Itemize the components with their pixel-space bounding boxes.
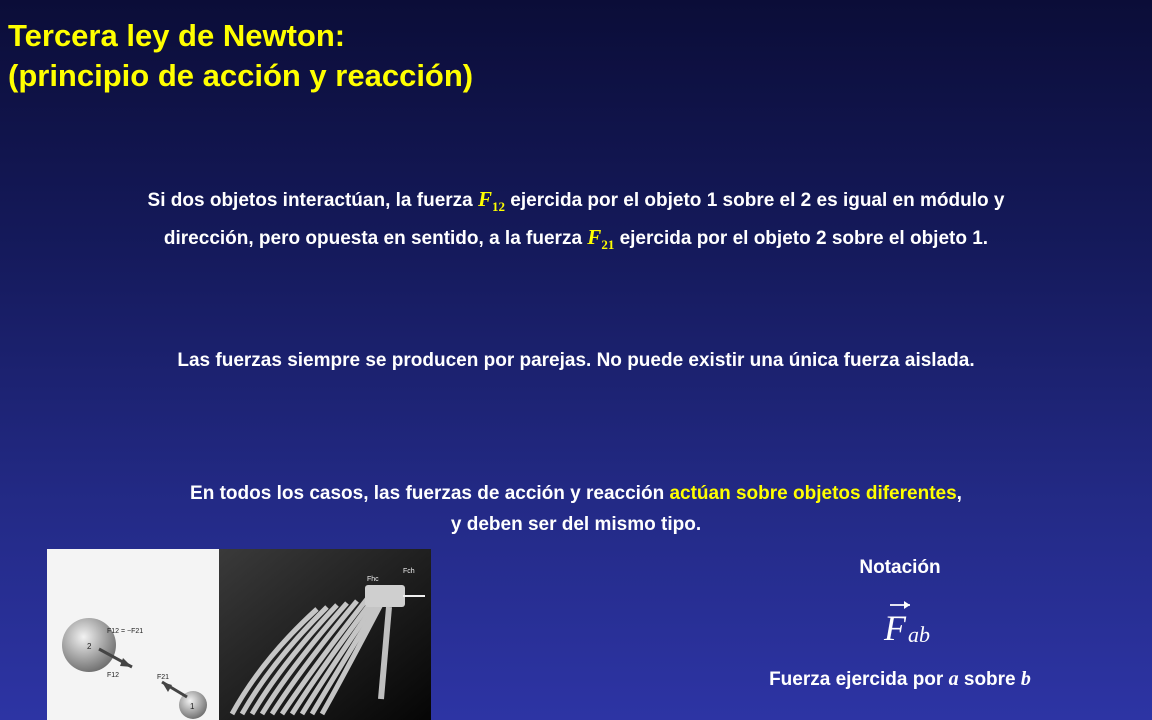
force-f12-symbol: $F_{12}$ — [478, 187, 506, 215]
fch-label: Fch — [403, 568, 415, 575]
notation-heading: Notación — [859, 557, 941, 578]
different-objects-line-1: En todos los casos, las fuerzas de acción y reacción actúan sobre objetos diferentes, — [190, 483, 962, 504]
title-line-2: (principio de acción y reacción) — [8, 58, 474, 93]
different-objects-line-2: y deben ser del mismo tipo. — [450, 514, 702, 535]
notation-formula — [880, 596, 950, 646]
definition-text-3: dirección, pero opuesta en sentido, a la fuerza — [163, 228, 588, 250]
fhc-label: Fhc — [367, 576, 379, 583]
f21-label: F21 — [157, 674, 170, 681]
definition-paragraph — [20, 184, 1132, 260]
caption-var-a: a — [948, 668, 959, 690]
highlight-text: actúan sobre objetos diferentes — [669, 483, 957, 504]
definition-text-4: ejercida por el objeto 2 sobre el objeto 1. — [614, 228, 989, 250]
sphere-1-label: 1 — [190, 702, 195, 711]
definition-text-2: ejercida por el objeto 1 sobre el 2 es igual en módulo y — [505, 190, 1005, 211]
figure-illustration — [47, 549, 431, 720]
definition-line-2 — [20, 222, 1132, 260]
sphere-2-label: 2 — [87, 642, 92, 651]
hammer-head — [365, 585, 405, 607]
different-objects-paragraph — [20, 478, 1132, 540]
definition-line-1 — [20, 184, 1132, 222]
pairs-paragraph: Las fuerzas siempre se producen por parejas. No puede existir una única fuerza aislada. — [177, 350, 975, 371]
notation-caption: Fuerza ejercida por a sobre b — [769, 668, 1031, 690]
f12-label: F12 — [107, 672, 120, 679]
interaction-figure — [47, 549, 431, 720]
title-line-1: Tercera ley de Newton: — [8, 18, 346, 53]
equation-label: F12 = −F21 — [107, 628, 144, 635]
formula-letter: F — [884, 608, 906, 646]
force-f21-symbol: $F_{21}$ — [587, 225, 615, 253]
slide-title — [8, 16, 473, 96]
formula-subscript: ab — [908, 622, 930, 646]
definition-text-1: Si dos objetos interactúan, la fuerza — [147, 190, 479, 211]
caption-var-b: b — [1020, 668, 1031, 690]
